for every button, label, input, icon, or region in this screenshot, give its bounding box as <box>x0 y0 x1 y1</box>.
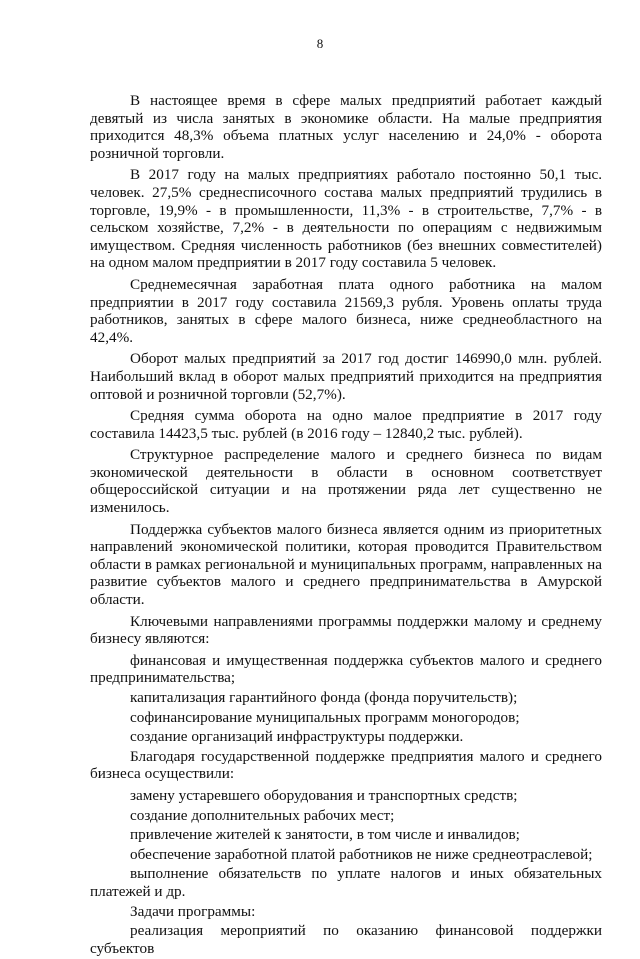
paragraph: Структурное распределение малого и среднего бизнеса по видам экономической деятельности в области в основном соответствует общероссийской ситуации и на протяжении ряда лет существенно не изменилось. <box>90 446 602 517</box>
paragraph: Средняя сумма оборота на одно малое предприятие в 2017 году составила 14423,5 тыс. рублей (в 2016 году – 12840,2 тыс. рублей). <box>90 407 602 442</box>
paragraph: Поддержка субъектов малого бизнеса является одним из приоритетных направлений экономической политики, которая проводится Правительством области в рамках региональной и муниципальных программ, направленных на развитие субъектов малого и среднего предпринимательства в Амурской области. <box>90 520 602 609</box>
paragraph: В 2017 году на малых предприятиях работало постоянно 50,1 тыс. человек. 27,5% среднесписочного состава малых предприятий трудились в торговле, 19,9% - в промышленности, 11,3% - в строительстве, 7,7% - в сельском хозяйстве, 7,2% - в деятельности по операциям с недвижимым имуществом. Средняя численность работников (без внешних совместителей) на одном малом предприятии в 2017 году составила 5 человек. <box>90 166 602 272</box>
list-item: замену устаревшего оборудования и транспортных средств; <box>130 786 518 804</box>
paragraph: Оборот малых предприятий за 2017 год достиг 146990,0 млн. рублей. Наибольший вклад в оборот малых предприятий приходится на предприятия оптовой и розничной торговли (52,7%). <box>90 350 602 403</box>
list-item: финансовая и имущественная поддержка субъектов малого и среднего предпринимательства; <box>90 651 602 687</box>
paragraph: В настоящее время в сфере малых предприятий работает каждый девятый из числа занятых в экономике области. На малые предприятия приходится 48,3% объема платных услуг населению и 24,0% - оборота розничной торговли. <box>90 92 602 162</box>
list-item: привлечение жителей к занятости, в том числе и инвалидов; <box>130 826 520 844</box>
paragraph: Среднемесячная заработная плата одного работника на малом предприятии в 2017 году составила 21569,3 рубля. Уровень оплаты труда работников, занятых в сфере малого бизнеса, ниже среднеобластного на 42,4%. <box>90 275 602 346</box>
list-item: софинансирование муниципальных программ моногородов; <box>130 708 520 726</box>
document-body <box>90 92 602 959</box>
list-item: Задачи программы: <box>130 902 256 920</box>
list-item: капитализация гарантийного фонда (фонда поручительств); <box>130 689 518 706</box>
page-number: 8 <box>316 36 324 51</box>
list-item: выполнение обязательств по уплате налогов и иных обязательных платежей и др. <box>90 865 602 900</box>
list-item: создание дополнительных рабочих мест; <box>130 806 395 824</box>
list-item: создание организаций инфраструктуры поддержки. <box>130 728 464 746</box>
paragraph: Благодаря государственной поддержке предприятия малого и среднего бизнеса осуществили: <box>90 747 602 783</box>
paragraph: Ключевыми направлениями программы поддержки малому и среднему бизнесу являются: <box>90 612 602 648</box>
list-item: реализация мероприятий по оказанию финансовой поддержки субъектов <box>90 922 602 957</box>
list-item: обеспечение заработной платой работников не ниже среднеотраслевой; <box>130 845 593 863</box>
